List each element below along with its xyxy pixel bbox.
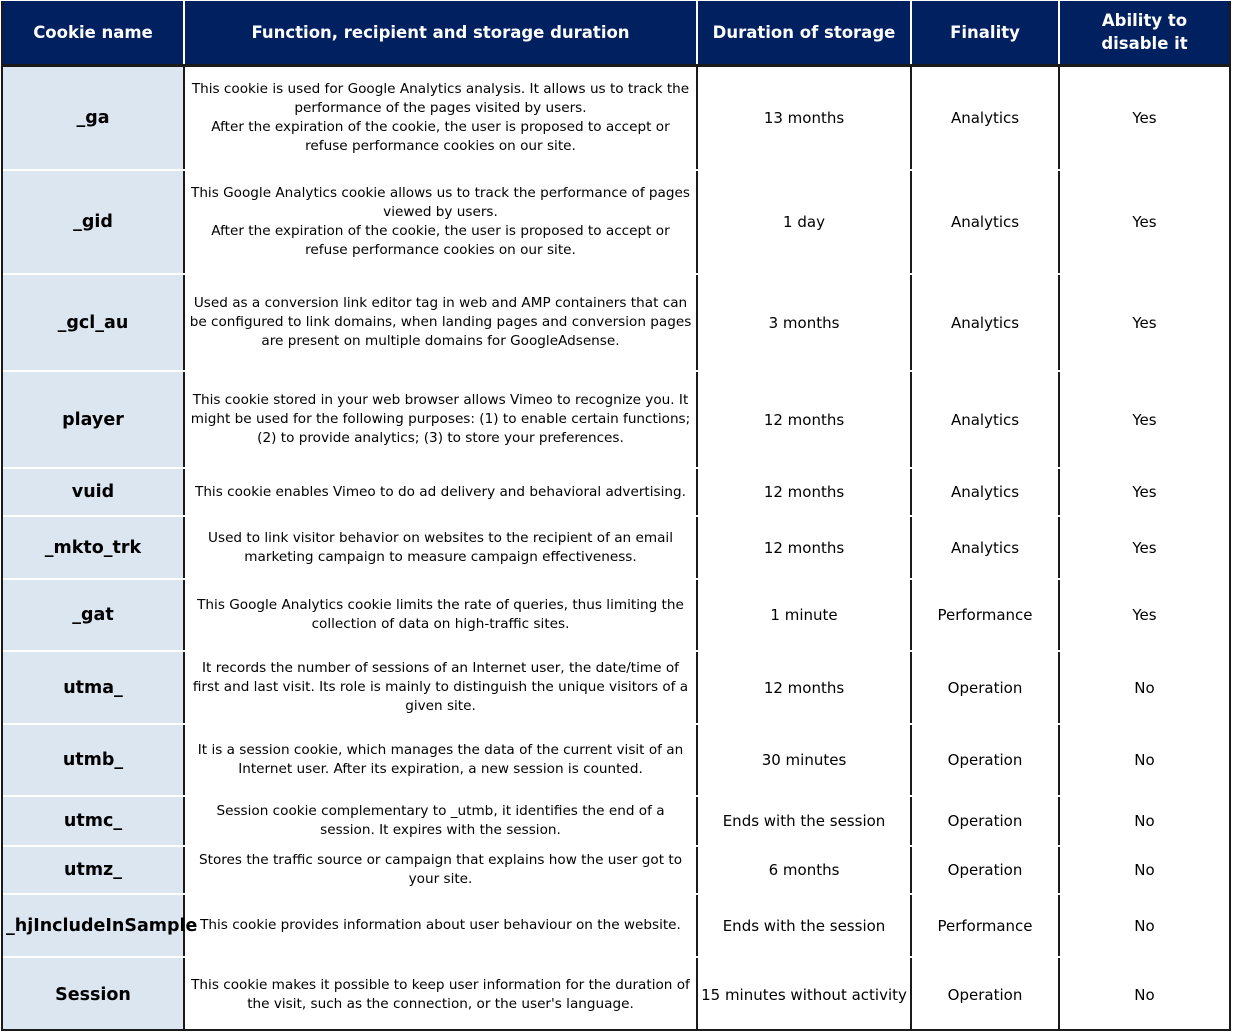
cookie-description-cell — [184, 170, 697, 274]
finality-cell: Operation — [911, 724, 1059, 796]
ability-to-disable-cell: Yes — [1059, 65, 1229, 170]
storage-duration-cell: 1 day — [697, 170, 911, 274]
storage-duration-cell: 12 months — [697, 516, 911, 579]
finality-cell: Operation — [911, 796, 1059, 846]
cookie-description-cell — [184, 651, 697, 724]
table-row — [3, 894, 1229, 957]
table-body — [3, 65, 1229, 1031]
header-ability-to-disable: Ability to disable it — [1059, 1, 1229, 65]
cookie-description-cell — [184, 724, 697, 796]
cookie-description-line: This cookie provides information about user behaviour on the website. — [200, 917, 681, 933]
cookie-description-line: This cookie stored in your web browser allows Vimeo to recognize you. It might be used for the following purposes: (1) to enable certain functions; (2) to provide analytics; (3) to store your preferences. — [190, 392, 691, 446]
cookie-name-cell: _mkto_trk — [3, 516, 184, 579]
table-row — [3, 65, 1229, 170]
cookie-description-cell — [184, 468, 697, 516]
cookie-description-line: Stores the traffic source or campaign that explains how the user got to your site. — [198, 852, 683, 887]
cookie-name-cell: utmb_ — [3, 724, 184, 796]
ability-to-disable-cell: Yes — [1059, 371, 1229, 468]
header-cookie-name: Cookie name — [3, 1, 184, 65]
cookie-description-line: After the expiration of the cookie, the user is proposed to accept or refuse performance cookies on our site. — [211, 118, 670, 154]
finality-cell: Analytics — [911, 170, 1059, 274]
ability-to-disable-cell: No — [1059, 957, 1229, 1031]
cookie-name-cell: player — [3, 371, 184, 468]
ability-to-disable-cell: No — [1059, 651, 1229, 724]
ability-to-disable-cell: No — [1059, 796, 1229, 846]
cookie-description-line: Session cookie complementary to _utmb, it identifies the end of a session. It expires with the session. — [216, 803, 665, 838]
cookie-description-line: Used to link visitor behavior on websites to the recipient of an email marketing campaign to measure campaign effectiveness. — [208, 529, 673, 565]
table-row — [3, 579, 1229, 651]
ability-to-disable-cell: Yes — [1059, 468, 1229, 516]
table-row — [3, 371, 1229, 468]
cookie-description-line: It is a session cookie, which manages the data of the current visit of an Internet user. After its expiration, a new session is counted. — [197, 742, 684, 777]
cookie-name-cell: utmz_ — [3, 846, 184, 894]
header-function: Function, recipient and storage duration — [184, 1, 697, 65]
finality-cell: Analytics — [911, 274, 1059, 371]
table-row — [3, 846, 1229, 894]
finality-cell: Analytics — [911, 516, 1059, 579]
storage-duration-cell: 12 months — [697, 371, 911, 468]
cookie-description-line: It records the number of sessions of an Internet user, the date/time of first and last visit. Its role is mainly to distinguish the unique visitors of a given site. — [192, 660, 689, 714]
ability-to-disable-cell: No — [1059, 846, 1229, 894]
header-duration: Duration of storage — [697, 1, 911, 65]
table-row — [3, 796, 1229, 846]
cookie-description-cell — [184, 796, 697, 846]
storage-duration-cell: 13 months — [697, 65, 911, 170]
table-row — [3, 274, 1229, 371]
cookie-description-cell — [184, 894, 697, 957]
finality-cell: Performance — [911, 579, 1059, 651]
table-row — [3, 516, 1229, 579]
ability-to-disable-cell: Yes — [1059, 170, 1229, 274]
finality-cell: Analytics — [911, 371, 1059, 468]
cookie-description-cell — [184, 274, 697, 371]
cookie-name-cell: _gcl_au — [3, 274, 184, 371]
cookie-table — [3, 1, 1229, 1031]
table-row — [3, 651, 1229, 724]
cookie-name-cell: _ga — [3, 65, 184, 170]
table-row — [3, 957, 1229, 1031]
cookie-description-cell — [184, 516, 697, 579]
ability-to-disable-cell: No — [1059, 894, 1229, 957]
storage-duration-cell: 1 minute — [697, 579, 911, 651]
storage-duration-cell: 30 minutes — [697, 724, 911, 796]
cookie-description-line: Used as a conversion link editor tag in web and AMP containers that can be configured to link domains, when landing pages and conversion pages are present on multiple domains for GoogleAdsense. — [189, 295, 692, 349]
cookie-description-line: This Google Analytics cookie allows us to track the performance of pages viewed by users. — [191, 185, 690, 220]
finality-cell: Performance — [911, 894, 1059, 957]
ability-to-disable-cell: Yes — [1059, 516, 1229, 579]
cookie-name-cell: vuid — [3, 468, 184, 516]
finality-cell: Analytics — [911, 468, 1059, 516]
cookie-name-cell: _gat — [3, 579, 184, 651]
cookie-name-cell: _hjIncludeInSample — [3, 894, 184, 957]
header-finality: Finality — [911, 1, 1059, 65]
cookie-description-line: After the expiration of the cookie, the user is proposed to accept or refuse performance cookies on our site. — [211, 223, 670, 258]
finality-cell: Operation — [911, 651, 1059, 724]
cookie-description-cell — [184, 579, 697, 651]
storage-duration-cell: Ends with the session — [697, 796, 911, 846]
table-row — [3, 170, 1229, 274]
cookie-description-line: This Google Analytics cookie limits the rate of queries, thus limiting the collection of data on high-traffic sites. — [197, 597, 684, 632]
storage-duration-cell: 6 months — [697, 846, 911, 894]
cookie-description-line: This cookie enables Vimeo to do ad delivery and behavioral advertising. — [195, 483, 686, 500]
cookie-description-line: This cookie makes it possible to keep user information for the duration of the visit, such as the connection, or the user's language. — [191, 976, 690, 1012]
table-row — [3, 724, 1229, 796]
cookie-description-cell — [184, 65, 697, 170]
finality-cell: Operation — [911, 957, 1059, 1031]
storage-duration-cell: 12 months — [697, 651, 911, 724]
cookie-name-cell: _gid — [3, 170, 184, 274]
table-row — [3, 468, 1229, 516]
cookie-description-cell — [184, 846, 697, 894]
ability-to-disable-cell: Yes — [1059, 274, 1229, 371]
cookie-description-line: This cookie is used for Google Analytics analysis. It allows us to track the performance of the pages visited by users. — [191, 80, 690, 116]
ability-to-disable-cell: Yes — [1059, 579, 1229, 651]
cookie-name-cell: Session — [3, 957, 184, 1031]
storage-duration-cell: 3 months — [697, 274, 911, 371]
finality-cell: Analytics — [911, 65, 1059, 170]
table-header — [3, 1, 1229, 65]
cookie-description-cell — [184, 957, 697, 1031]
storage-duration-cell: 12 months — [697, 468, 911, 516]
header-row — [3, 1, 1229, 65]
cookie-name-cell: utmc_ — [3, 796, 184, 846]
cookie-name-cell: utma_ — [3, 651, 184, 724]
finality-cell: Operation — [911, 846, 1059, 894]
cookie-description-cell — [184, 371, 697, 468]
storage-duration-cell: 15 minutes without activity — [697, 957, 911, 1031]
cookie-table-container — [1, 1, 1231, 1031]
ability-to-disable-cell: No — [1059, 724, 1229, 796]
storage-duration-cell: Ends with the session — [697, 894, 911, 957]
